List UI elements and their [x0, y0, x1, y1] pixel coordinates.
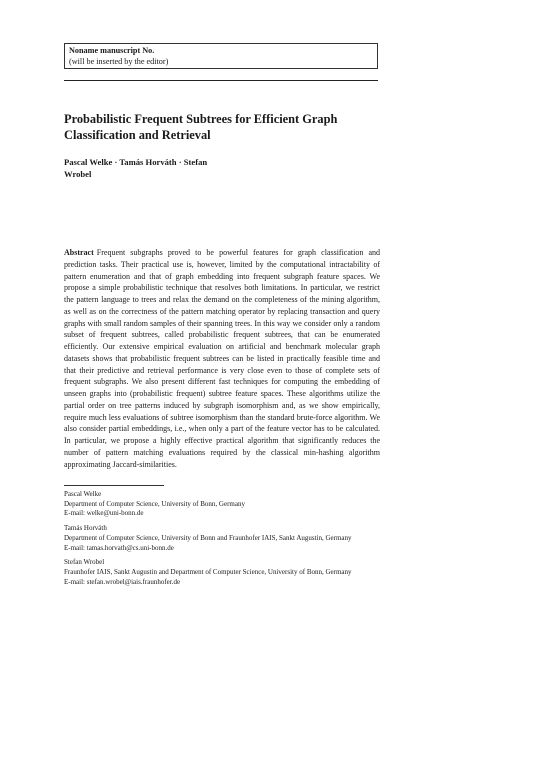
author-separator: ·	[114, 157, 118, 167]
affiliation-email: E-mail: welke@uni-bonn.de	[64, 509, 144, 518]
manuscript-number: Noname manuscript No.	[69, 46, 155, 55]
affiliation-email: E-mail: tamas.horvath@cs.uni-bonn.de	[64, 543, 174, 552]
footnote-rule	[64, 485, 164, 486]
affiliation-block	[64, 558, 380, 587]
affiliation-block	[64, 524, 380, 553]
author-line-1	[64, 156, 264, 168]
author-separator: ·	[178, 157, 182, 167]
affiliation-email: E-mail: stefan.wrobel@iais.fraunhofer.de	[64, 577, 181, 586]
author-line-2: Wrobel	[64, 169, 92, 179]
title-line-1: Probabilistic Frequent Subtrees for Efficient Graph	[64, 112, 338, 126]
title-line-2: Classification and Retrieval	[64, 128, 211, 142]
abstract-text: Frequent subgraphs proved to be powerful features for graph classification and prediction tasks. Their practical use is, however, limited by the computational intractability of pattern enumeration and that of graph embedding into frequent subgraph feature spaces. We propose a simple probabilistic technique that resolves both limitations. In particular, we restrict the pattern language to trees and relax the demand on the completeness of the mining algorithm, as well as on the correctness of the pattern matching operator by replacing transaction and query graphs with small random samples of their spanning trees. In this way we consider only a random subset of frequent subtrees, called probabilistic frequent subtrees, that can be enumerated efficiently. Our extensive empirical evaluation on artificial and benchmark molecular graph datasets shows that probabilistic frequent subtrees can be listed in practically feasible time and that their predictive and retrieval performance is very close even to those of complete sets of frequent subgraphs. We also present different fast techniques for computing the embedding of unseen graphs into (probabilistic frequent) subtree feature spaces. These algorithms utilize the partial order on tree patterns induced by subgraph isomorphism and, as we show empirically, require much less evaluations of subtree isomorphism than the standard brute-force algorithm. We also consider partial embeddings, i.e., when only a part of the feature vector has to be calculated. In particular, we propose a highly effective practical algorithm that significantly reduces the number of pattern matching evaluations required by the classical min-hashing algorithm approximating Jaccard-similarities.	[64, 248, 380, 469]
abstract	[64, 247, 380, 470]
affiliation-dept: Department of Computer Science, University of Bonn and Fraunhofer IAIS, Sankt Augustin, Germany	[64, 533, 352, 542]
abstract-label: Abstract	[64, 248, 94, 257]
author-name: Stefan	[183, 157, 208, 167]
header-rule	[64, 80, 378, 81]
author-name: Tamás Horváth	[119, 157, 177, 167]
affiliation-block	[64, 490, 380, 519]
affiliation-name: Pascal Welke	[64, 490, 102, 498]
affiliation-name: Tamás Horváth	[64, 524, 107, 533]
affiliation-name: Stefan Wrobel	[64, 558, 105, 567]
author-list	[64, 156, 264, 180]
paper-title	[64, 111, 354, 143]
manuscript-header-box	[64, 43, 378, 69]
editor-note: (will be inserted by the editor)	[69, 56, 169, 66]
author-name: Pascal Welke	[64, 157, 113, 167]
affiliations	[64, 490, 380, 592]
affiliation-dept: Fraunhofer IAIS, Sankt Augustin and Department of Computer Science, University of Bonn, Germany	[64, 567, 352, 576]
affiliation-dept: Department of Computer Science, University of Bonn, Germany	[64, 499, 245, 508]
